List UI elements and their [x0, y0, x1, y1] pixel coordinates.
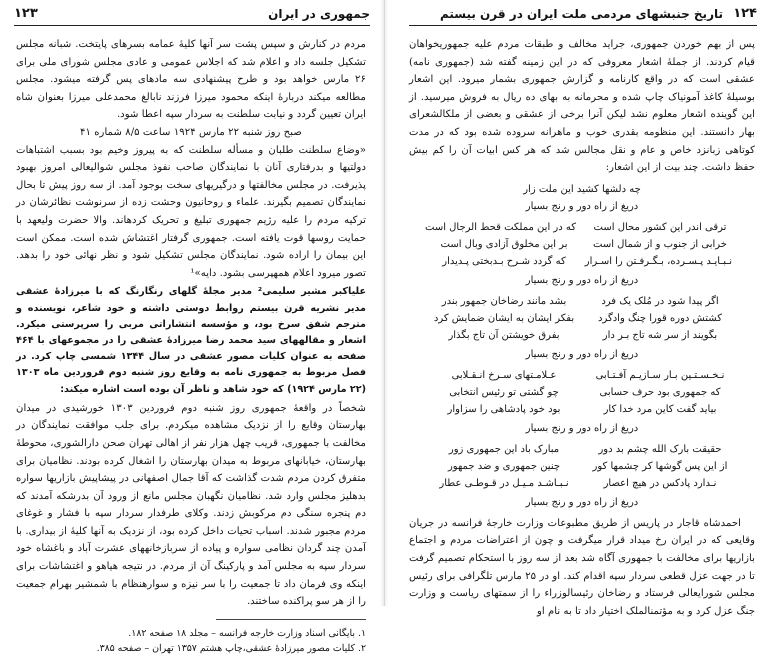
- footnote-separator: [216, 619, 366, 620]
- poem-verse: [432, 475, 732, 492]
- dateline: صبح روز شنبه ۲۲ مارس ۱۹۲۴ ساعت ۸/۵ شماره ۴۱: [80, 126, 302, 138]
- hemistich: چنین جمهوری و ضد جمهور: [447, 460, 561, 472]
- hemistich: که گردد شـرح بـدبختی پـدیدار: [442, 255, 566, 267]
- hemistich: حقیقت بارک الله چشم بد دور: [598, 443, 722, 455]
- hemistich: از این پس گوشها کر چشمها کور: [592, 460, 728, 472]
- header-rule: [14, 25, 370, 26]
- poem-verse: [432, 293, 732, 310]
- poem-verse: [432, 384, 732, 401]
- hemistich: نـبـایـد پـسـرده، بـگـرفـتن را اسـرار: [584, 255, 732, 267]
- hemistich: بفکر ایشان به ایشان ضمایش کرد: [433, 312, 575, 324]
- hemistich: کشتش دوره قورا چنگ وادگرد: [597, 312, 722, 324]
- poem-stanza: [425, 219, 732, 289]
- poem-verse: [432, 310, 732, 327]
- hemistich: عـلامـتهای سـرخ انـقـلابی: [451, 369, 557, 381]
- left-page: [0, 0, 384, 654]
- footnote: ۱. بایگانی اسناد وزارت خارجه فرانسه – مجلد ۱۸ صفحه ۱۸۲.: [128, 627, 366, 639]
- left-page-body: [16, 36, 366, 656]
- paragraph: شخصاً در واقعهٔ جمهوری روز شنبه دوم فروردین ۱۳۰۳ خورشیدی در میدان بهارستان وقایع را از نزدیک مشاهده میکردم. برای جلب موافقت نمایندگان در مخالفت با جمهوری، قریب چهل هزار نفر از اهالی تهران صحن دارالشوری، محوطهٔ بهارستان، خیابانهای مربوط به میدان بهارستان را اشغال کرده بودند. نظامیان برای متفرق کردن مردم شدت گذاشت که آقا جمال اصفهانی در پیشاپیش بازاریها سواره بدهلیز مجلس وارد شد. نظامیان نگهبان مجلس مانع از ورود آن بدرشکه آمدند که دم پنجره سنگی دم مرکوبش زدند. وکلای طرفدار سردار سپه با فشار و غوغای مردم مجبور شدند. اسباب تحیات داخل کرده بود، از نزدیک به آنها کلیهٔ از بیداری. با آمدن چند گردان نظامی سواره و پیاده از سربازخانههای عشرت آباد و باغشاه خود سردار سپه به مجلس آمد و پارکینگ آن از مردم. در نتیجه هیاهو و اغتشاشات برای اینکه وی فرمان داد تا جمعیت را با سر نیزه و سوارهنظام با شمشیر بهرام جمعیت را از هر سو پراکنده ساختند.: [16, 402, 366, 608]
- left-page-header: [14, 6, 370, 24]
- poem-verse: [432, 458, 732, 475]
- poem-verse: [432, 253, 732, 270]
- running-title: تاریخ جنبشهای مردمی ملت ایران در قرن بیستم: [439, 7, 723, 21]
- poem-refrain: دریغ از راه دور و رنج بسیار: [525, 274, 639, 286]
- hemistich: نـبـاشـد مـیـل در قـوطـی عطار: [439, 477, 569, 489]
- hemistich: مبارک باد این جمهوری زور: [448, 443, 560, 455]
- right-page: [384, 0, 769, 617]
- poem-refrain: دریغ از راه دور و رنج بسیار: [525, 422, 639, 434]
- hemistich: نـخـسـتـین بـار سـازیـم آفـتـابی: [595, 369, 725, 381]
- hemistich: ترقی اندر این کشور محال است: [593, 221, 727, 233]
- running-title: جمهوری در ایران: [268, 7, 370, 21]
- footnote: ۲. کلیات مصور میرزادهٔ عشقی،چاپ هشتم ۱۳۵۷ تهران – صفحه ۳۸۵.: [96, 642, 366, 654]
- poem-refrain: دریغ از راه دور و رنج بسیار: [525, 496, 639, 508]
- right-page-body: [409, 36, 755, 620]
- poem-verse: [432, 327, 732, 344]
- poem-refrain: دریغ از راه دور و رنج بسیار: [525, 200, 639, 212]
- paragraph: احمدشاه قاجار در پاریس از طریق مطبوعات وزارت خارجهٔ فرانسه در جریان وقایعی که در ایران رخ میداد قرار میگرفت و چون از اعتراضات مردم و اجتماع بازاریها برای مخالفت با جمهوری آگاه شد بعد از سه روز با استحکام تصمیم گرفت تا در جهت عزل قطعی سردار سپه اقدام کند. او در ۲۵ مارس تلگرافی برای رئیس مجلس شورایعالی فرستاد و رضاخان رئیسالوزراء را از سمتهای ریاست و وزارت جنگ عزل کرد و به مؤتمنالملک اختیار داد تا به نام او: [409, 517, 755, 617]
- hemistich: اگر پیدا شود در مُلک یک فرد: [601, 295, 719, 307]
- hemistich: بگویند از سر شه تاج بـر دار: [602, 329, 718, 341]
- hemistich: بشد مانند رضاخان جمهور بندر: [441, 295, 567, 307]
- hemistich: خرابی از جنوب و از شمال است: [593, 238, 727, 250]
- hemistich: بیاید گفت کاین مرد خدا کار: [603, 403, 717, 415]
- poem-stanza: [432, 293, 732, 363]
- poem-verse: [425, 219, 732, 236]
- poem-refrain: دریغ از راه دور و رنج بسیار: [525, 348, 639, 360]
- quoted-report: «وضاع سلطنت طلبان و مسأله سلطنت که به پیروز وخیم بود بسبب اشتباهات دولتیها و بدرفتاری آنان با نمایندگان صاحب نفوذ مجلس شوالیعالی امروز بهبود پذیرفت. در مجلس مخالفتها و درگیریهای سخت بوجود آمد. از سه روز پیش تا بحال نمایندگان تصمیم بگیرند. علماء و روحانیون وحشت زده از سرنوشت نظائرشان در ترکیه مردم را علیه رژیم جمهوری تبلیغ و تحریک کردهاند. والا حضرت ولیعهد با حمایت روسها قوت یافته است. جمهوری گرفتار اغتشاش شده است. ممکن است این بیمان را اراده شود. نمایندگان مجلس تشکیل شود و نظر نهائی خود را بدهد. تصور میرود اعلام همهپرسی بشود. دایه»¹: [16, 144, 366, 279]
- page-number: ۱۲۴: [733, 6, 757, 21]
- poem-stanza: [432, 441, 732, 511]
- bold-note: علیاکبر مشیر سلیمی² مدیر مجلهٔ گلهای رنگارنگ که با میرزادهٔ عشقی مدیر نشریه قرن بیستم روابط دوستی داشته و خود شاعر، نویسنده و مترجم شفق سرخ بود، و مؤسسه انتشاراتی مربی را سرپرستی میکرد. اشعار و مقالههای سید محمد رضا میرزادهٔ عشقی را در مجموعهای با ۴۶۴ صفحه به عنوان کلیات مصور عشقی در سال ۱۳۴۴ شمسی چاپ کرد. در فصل مربوط به جمهوری نامه به وقایع روز شنبه دوم فروردین ماه ۱۳۰۳ (۲۲ مارس ۱۹۲۴) که خود شاهد و ناظر آن بوده است اشاره میکند:: [16, 286, 367, 395]
- poem-verse: [432, 401, 732, 418]
- right-page-header: [409, 6, 757, 24]
- paragraph: پس از بهم خوردن جمهوری، جراید مخالف و طبقات مردم علیه جمهوریخواهان قیام کردند. از جملهٔ اشعار معروفی که در این زمینه گفته شد (جمهوری نامه) عشقی است که در واقع کارنامه و گزارش جمهوری بشمار میرود. این اشعار بوسیلهٔ کاغذ آمونیاک چاپ شده و محرمانه به بهای ده ریال به فروش میرسید. از این گوینده اشعار معلوم نشد لیکن آنرا برخی از عشقی و بعضی از ملکالشعرای بهار دانستند. این منظومه بقدری خوب و ماهرانه سروده شده بود که در مدت کوتاهی زبانزد خاص و عام و نقل مجالس شد که هر کس ابیات آن را کم بیش حفظ داشت. چند بیت از این اشعار:: [409, 39, 755, 174]
- hemistich: چو گشتی تو رئیس انتخابی: [449, 386, 559, 398]
- hemistich: بر این مخلوق آزادی وبال است: [440, 238, 568, 250]
- hemistich: نـدارد پادکس در هیچ اعصار: [603, 477, 717, 489]
- hemistich: بود خود پادشاهی را سزاوار: [447, 403, 561, 415]
- poem-verse: [432, 441, 732, 458]
- hemistich: که در این مملکت قحط الرجال است: [425, 221, 576, 233]
- hemistich: که جمهوری بود حرف حسابی: [599, 386, 721, 398]
- poem-opening-line: چه دلشها کشید این ملت زار: [523, 183, 641, 195]
- header-rule: [409, 25, 757, 26]
- poem: [425, 181, 732, 511]
- page-number: ۱۲۳: [14, 6, 38, 21]
- hemistich: بفرق خویشتن آن تاج بگذار: [448, 329, 560, 341]
- poem-stanza: [432, 367, 732, 437]
- poem-verse: [432, 367, 732, 384]
- paragraph: مردم در کنارش و سپس پشت سر آنها کلیهٔ عمامه بسرهای پایتخت. شبانه مجلس تشکیل جلسه داد و اعلام شد که اجلاس عمومی و عادی مجلس شورای ملی برای ۲۶ مارس خواهد بود و طرح پیشنهادی سه مادهای پس گرفته میشود. مجلس مطالعه میکند دربارهٔ اینکه محمود میرزا فرزند نابالغ محمدعلی میرزا بعنوان شاه ایران تعیین گردد و نیابت سلطنت به سردار سپه اعطا شود.: [16, 39, 366, 121]
- poem-verse: [432, 236, 732, 253]
